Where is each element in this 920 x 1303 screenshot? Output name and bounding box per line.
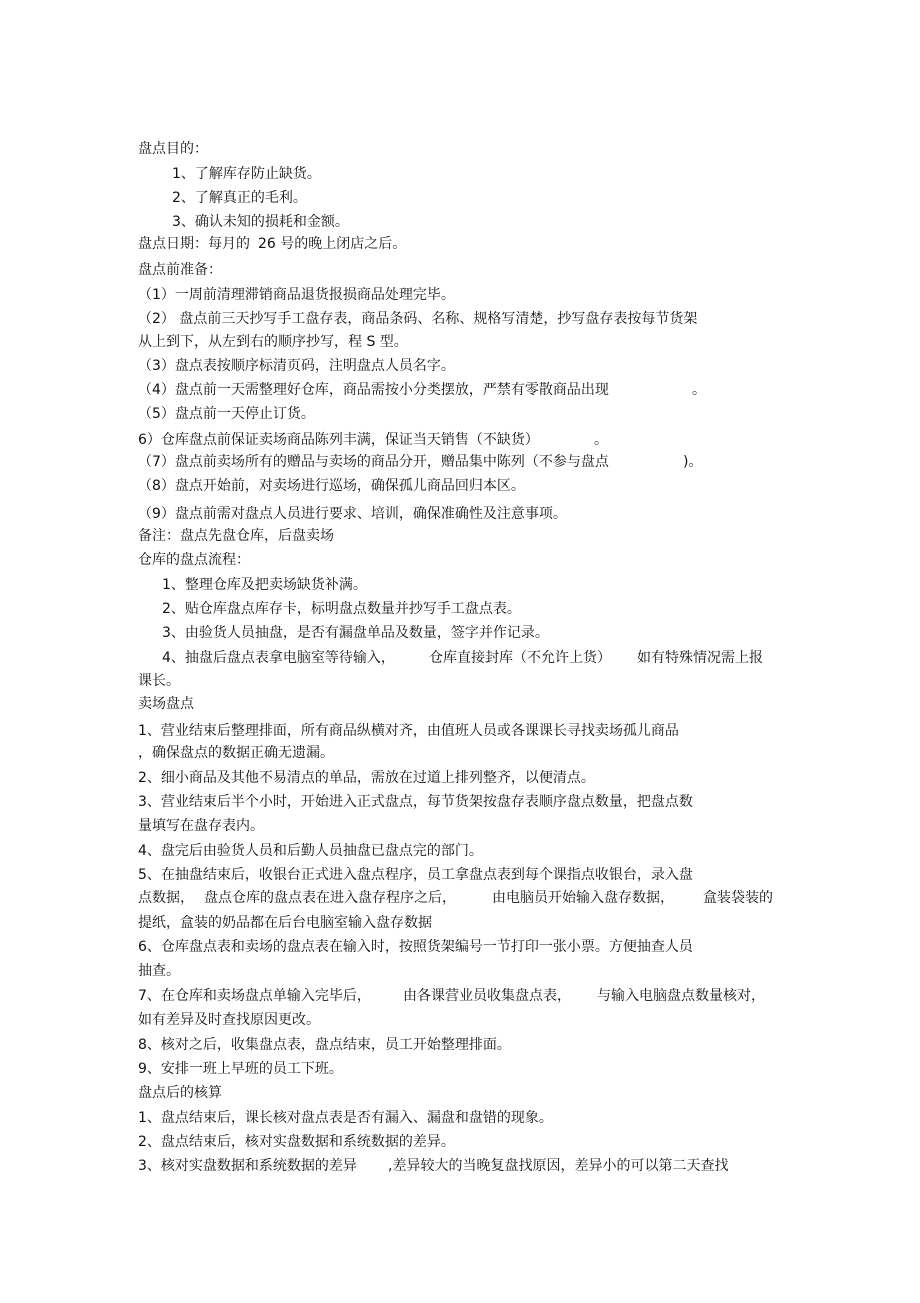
text-line-40: 盘点后的核算 — [138, 1085, 222, 1101]
text-line-32-part-2: 盘点仓库的盘点表在进入盘存程序之后， — [204, 890, 456, 906]
text-line-22-part-2: 仓库直接封库（不允许上货） — [429, 650, 611, 666]
text-line-32-part-1: 点数据， — [138, 890, 194, 906]
text-line-28: 3、营业结束后半个小时，开始进入正式盘点，每节货架按盘存表顺序盘点数量，把盘点数 — [138, 794, 693, 810]
text-line-20: 2、贴仓库盘点库存卡，标明盘点数量并抄写手工盘点表。 — [162, 601, 521, 617]
text-line-13-part-2: 。 — [594, 432, 608, 448]
text-line-11-part-2: 。 — [692, 382, 706, 398]
text-line-7: （1）一周前清理滞销商品退货报损商品处理完毕。 — [138, 287, 455, 303]
text-line-6: 盘点前准备： — [138, 262, 222, 278]
text-line-43-part-1: 3、核对实盘数据和系统数据的差异 — [138, 1158, 357, 1174]
text-line-11-part-1: （4）盘点前一天需整理好仓库，商品需按小分类摆放，严禁有零散商品出现 — [138, 382, 609, 398]
text-line-42: 2、盘点结束后，核对实盘数据和系统数据的差异。 — [138, 1134, 455, 1150]
text-line-4: 3、确认未知的损耗和金额。 — [172, 214, 349, 230]
text-line-39: 9、安排一班上早班的员工下班。 — [138, 1061, 343, 1077]
text-line-23: 课长。 — [138, 673, 180, 689]
text-line-41: 1、盘点结束后，课长核对盘点表是否有漏入、漏盘和盘错的现象。 — [138, 1110, 553, 1126]
text-line-14-part-1: （7）盘点前卖场所有的赠品与卖场的商品分开，赠品集中陈列（不参与盘点 — [138, 454, 609, 470]
text-line-24: 卖场盘点 — [138, 696, 194, 712]
text-line-17: 备注：盘点先盘仓库，后盘卖场 — [138, 528, 334, 544]
text-line-3: 2、了解真正的毛利。 — [172, 190, 307, 206]
text-line-22-part-1: 4、抽盘后盘点表拿电脑室等待输入， — [162, 650, 395, 666]
text-line-9: 从上到下，从左到右的顺序抄写，程 S 型。 — [138, 334, 408, 350]
text-line-32-part-4: 盒装袋装的 — [703, 890, 773, 906]
text-line-33: 提纸，盒装的奶品都在后台电脑室输入盘存数据 — [138, 915, 432, 931]
text-line-32-part-3: 由电脑员开始输入盘存数据， — [492, 890, 674, 906]
text-line-8: （2） 盘点前三天抄写手工盘存表，商品条码、名称、规格写清楚，抄写盘存表按每节货架 — [138, 311, 698, 327]
text-line-43-part-2: ,差异较大的当晚复盘找原因，差异小的可以第二天查找 — [388, 1158, 729, 1174]
text-line-35: 抽查。 — [138, 963, 180, 979]
text-line-27: 2、细小商品及其他不易清点的单品，需放在过道上排列整齐，以便清点。 — [138, 770, 595, 786]
text-line-12: （5）盘点前一天停止订货。 — [138, 406, 315, 422]
text-line-31: 5、在抽盘结束后，收银台正式进入盘点程序，员工拿盘点表到每个课指点收银台，录入盘 — [138, 867, 693, 883]
text-line-21: 3、由验货人员抽盘，是否有漏盘单品及数量，签字并作记录。 — [162, 625, 549, 641]
text-line-10: （3）盘点表按顺序标清页码，注明盘点人员名字。 — [138, 358, 455, 374]
text-line-13-part-1: 6）仓库盘点前保证卖场商品陈列丰满，保证当天销售（不缺货） — [138, 432, 539, 448]
text-line-18: 仓库的盘点流程： — [138, 552, 250, 568]
text-line-34: 6、仓库盘点表和卖场的盘点表在输入时，按照货架编号一节打印一张小票。方便抽查人员 — [138, 939, 693, 955]
text-line-38: 8、核对之后，收集盘点表，盘点结束，员工开始整理排面。 — [138, 1037, 511, 1053]
text-line-36-part-3: 与输入电脑盘点数量核对， — [597, 988, 765, 1004]
text-line-2: 1、了解库存防止缺货。 — [172, 166, 321, 182]
text-line-5-part-2: 26 号的晚上闭店之后。 — [258, 236, 407, 252]
text-line-1: 盘点目的： — [138, 141, 208, 157]
text-line-30: 4、盘完后由验货人员和后勤人员抽盘已盘点完的部门。 — [138, 843, 483, 859]
text-line-26: ，确保盘点的数据正确无遗漏。 — [138, 745, 334, 761]
text-line-14-part-2: )。 — [683, 454, 703, 470]
text-line-29: 量填写在盘存表内。 — [138, 818, 264, 834]
text-line-5-part-1: 盘点日期：每月的 — [138, 236, 250, 252]
text-line-16: （9）盘点前需对盘点人员进行要求、培训，确保准确性及注意事项。 — [138, 506, 567, 522]
text-line-36-part-2: 由各课营业员收集盘点表， — [403, 988, 571, 1004]
text-line-37: 如有差异及时查找原因更改。 — [138, 1012, 320, 1028]
text-line-25: 1、营业结束后整理排面，所有商品纵横对齐，由值班人员或各课课长寻找卖场孤儿商品 — [138, 723, 679, 739]
text-line-19: 1、整理仓库及把卖场缺货补满。 — [162, 577, 367, 593]
text-line-22-part-3: 如有特殊情况需上报 — [637, 650, 763, 666]
text-line-36-part-1: 7、在仓库和卖场盘点单输入完毕后， — [138, 988, 371, 1004]
text-line-15: （8）盘点开始前，对卖场进行巡场，确保孤儿商品回归本区。 — [138, 478, 525, 494]
